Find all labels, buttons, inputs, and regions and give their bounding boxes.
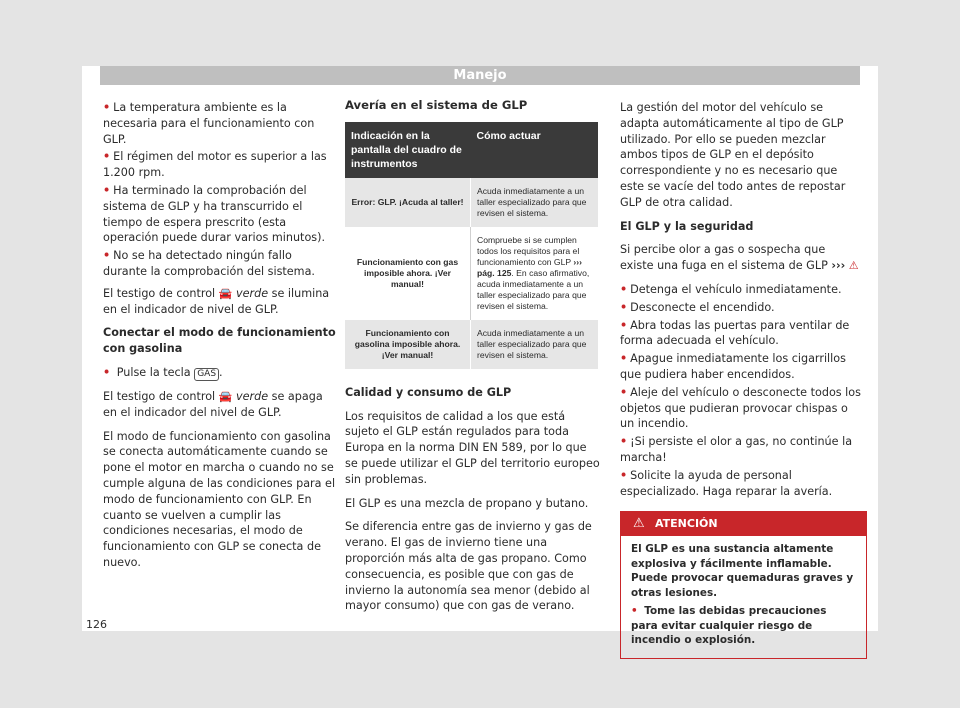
section-header: Manejo xyxy=(100,66,860,85)
bullet-dot-icon: • xyxy=(620,468,628,482)
heading-safety: El GLP y la seguridad xyxy=(620,219,754,233)
table-row xyxy=(345,178,598,227)
list-item: • Solicite la ayuda de personal especializado. Haga reparar la avería. xyxy=(620,468,833,498)
car-lpg-icon: 🚘 xyxy=(218,389,233,403)
paragraph: El modo de funcionamiento con gasolina se conecta automáticamente cuando se pone el motor en marcha o cuando no se cumple alguna de las condiciones para el modo de funcionamiento con GLP. En cuanto se vuelven a cumplir las condiciones necesarias, el modo de funcionamiento con GLP se conecta de nuevo. xyxy=(103,429,336,569)
table-row xyxy=(345,320,598,369)
safety-list xyxy=(620,282,862,499)
page-reference-link[interactable]: pág. 125 xyxy=(477,267,512,278)
bullet-dot-icon: • xyxy=(620,318,628,332)
list-item: • No se ha detectado ningún fallo durante la comprobación del sistema. xyxy=(103,249,315,278)
table-row xyxy=(345,227,598,320)
indication-cell: Funcionamiento con gas imposible ahora. ¡Ver manual! xyxy=(345,227,471,320)
list-item: • Detenga el vehículo inmediatamente. xyxy=(620,282,842,296)
middle-column xyxy=(345,98,601,622)
paragraph: La gestión del motor del vehículo se adapta automáticamente al tipo de GLP utilizado. Por ello se pueden mezclar ambos tipos de GLP en el depósito correspondiente y no es necesario que este se vacíe del todo antes de repostar GLP de otra calidad. xyxy=(620,101,846,209)
list-item: • ¡Si persiste el olor a gas, no continúe la marcha! xyxy=(620,435,853,464)
list-item: • El régimen del motor es superior a las 1.200 rpm. xyxy=(103,150,327,180)
bullet-dot-icon: • xyxy=(103,101,111,114)
bullet-dot-icon: • xyxy=(103,249,111,263)
action-cell: Acuda inmediatamente a un taller especializado para que revisen el sistema. xyxy=(471,178,599,227)
bullet-dot-icon: • xyxy=(103,365,111,379)
paragraph: Si percibe olor a gas o sospecha que existe una fuga en el sistema de GLP ››› ⚠ xyxy=(620,243,859,273)
warning-bullet: • Tome las debidas precauciones para evitar cualquier riesgo de incendio o explosión. xyxy=(631,605,827,647)
warning-text: El GLP es una sustancia altamente explosiva y fácilmente inflamable. Puede provocar quemaduras graves y otras lesiones. xyxy=(631,543,854,599)
condition-list xyxy=(103,100,338,280)
list-item: • Ha terminado la comprobación del sistema de GLP y ha transcurrido el tiempo de espera prescrito (esta operación puede durar varios minutos). xyxy=(103,183,326,245)
bullet-dot-icon: • xyxy=(620,282,628,296)
table-header-row xyxy=(345,122,598,178)
left-column xyxy=(103,100,338,579)
right-column xyxy=(620,100,862,659)
bullet-dot-icon: • xyxy=(631,605,638,618)
reference-arrow-icon: ››› xyxy=(831,259,846,273)
gas-key: GAS xyxy=(194,368,219,381)
list-item: • Desconecte el encendido. xyxy=(620,300,775,314)
bullet-dot-icon: • xyxy=(103,150,111,164)
warning-body xyxy=(621,536,866,658)
paragraph: El testigo de control 🚘 verde se apaga en el indicador del nivel de GLP. xyxy=(103,389,323,419)
action-cell: Compruebe si se cumplen todos los requisitos para el funcionamiento con GLP ››› pág. 125. En caso afirmativo, acuda inmediatamente a un taller especializado para que revisen el sistema. xyxy=(471,227,599,320)
indication-cell: Funcionamiento con gasolina imposible ahora. ¡Ver manual! xyxy=(345,320,471,369)
column-header: Indicación en la pantalla del cuadro de instrumentos xyxy=(345,122,471,178)
heading-quality: Calidad y consumo de GLP xyxy=(345,385,512,399)
list-item: • Apague inmediatamente los cigarrillos que pudiera haber encendidos. xyxy=(620,352,846,381)
warning-header: ⚠ ATENCIÓN xyxy=(621,512,866,536)
fault-table xyxy=(345,122,598,369)
bullet-dot-icon: • xyxy=(620,300,628,314)
bullet-dot-icon: • xyxy=(620,385,628,399)
warning-triangle-icon: ⚠ xyxy=(848,259,859,273)
indication-cell: Error: GLP. ¡Acuda al taller! xyxy=(345,178,471,227)
list-item: • Pulse la tecla GAS . xyxy=(103,365,223,379)
reference-arrow-icon: ››› xyxy=(573,256,582,267)
car-lpg-icon: 🚘 xyxy=(218,286,233,300)
column-header: Cómo actuar xyxy=(471,122,599,178)
paragraph: Se diferencia entre gas de invierno y gas de verano. El gas de invierno tiene una proporción más alta de gas propano. Como consecuencia, es posible que con gas de invierno la autonomía sea menor (debido al mayor consumo) que con gas de verano. xyxy=(345,520,592,613)
list-item: • La temperatura ambiente es la necesaria para el funcionamiento con GLP. xyxy=(103,101,315,146)
table-title: Avería en el sistema de GLP xyxy=(345,98,528,112)
paragraph: El testigo de control 🚘 verde se ilumina en el indicador de nivel de GLP. xyxy=(103,286,330,316)
bullet-dot-icon: • xyxy=(103,183,111,197)
warning-box xyxy=(620,511,867,659)
heading-gasoline-mode: Conectar el modo de funcionamiento con gasolina xyxy=(103,326,336,356)
list-item: • Aleje del vehículo o desconecte todos los objetos que pudieran provocar chispas o un incendio. xyxy=(620,385,861,431)
paragraph: El GLP es una mezcla de propano y butano. xyxy=(345,496,589,510)
warning-triangle-icon: ⚠ xyxy=(633,516,645,532)
bullet-dot-icon: • xyxy=(620,352,628,366)
action-cell: Acuda inmediatamente a un taller especializado para que revisen el sistema. xyxy=(471,320,599,369)
bullet-dot-icon: • xyxy=(620,435,628,449)
list-item: • Abra todas las puertas para ventilar de forma adecuada el vehículo. xyxy=(620,318,850,348)
page-number: 126 xyxy=(86,618,107,631)
paragraph: Los requisitos de calidad a los que está sujeto el GLP están regulados para toda Europa en la norma DIN EN 589, por lo que se puede utilizar el GLP del territorio europeo sin problemas. xyxy=(345,409,600,486)
